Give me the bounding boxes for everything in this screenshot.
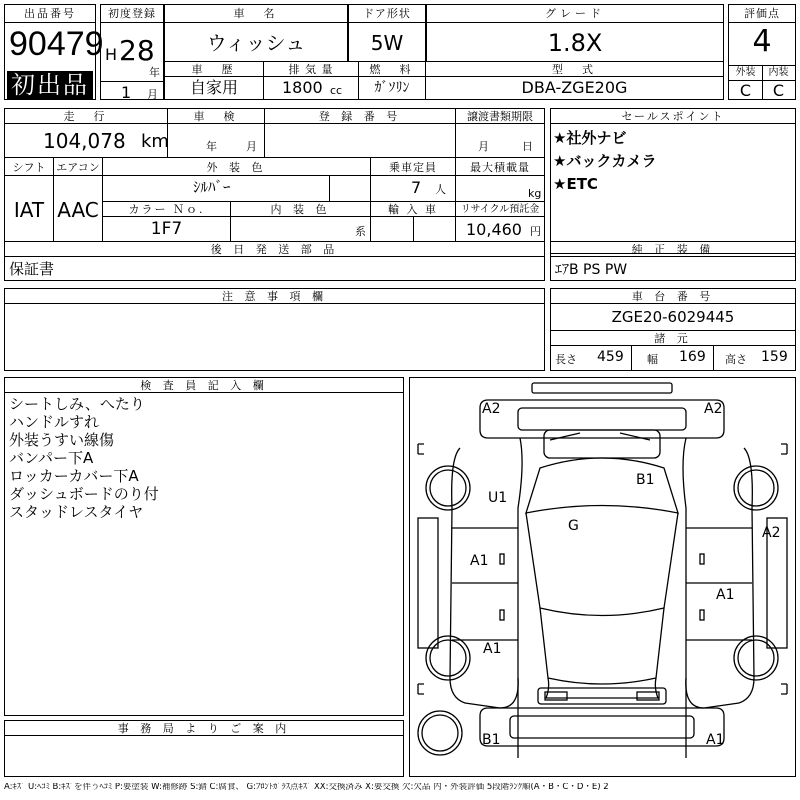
fuel-box xyxy=(358,61,426,100)
color-number-box xyxy=(102,201,231,242)
mileage-box xyxy=(4,108,168,158)
sales-points-header: セールスポイント xyxy=(621,110,725,123)
inspector-note-line: スタッドレスタイヤ xyxy=(9,503,144,521)
displacement-box xyxy=(263,61,359,100)
exterior-score: C xyxy=(739,81,752,100)
notes-header: 注 意 事 項 欄 xyxy=(222,290,327,303)
history-header: 車 歴 xyxy=(191,63,237,76)
sales-point-item: ★ETC xyxy=(553,175,598,193)
length-label: 長さ xyxy=(555,353,577,366)
fuel-value: ｶﾞｿﾘﾝ xyxy=(374,80,410,96)
mileage-header: 走 行 xyxy=(63,110,109,123)
score-box xyxy=(728,4,796,100)
score-value: 4 xyxy=(752,24,772,59)
later-parts-box xyxy=(4,241,545,281)
first-reg-box xyxy=(100,4,164,100)
transfer-box xyxy=(455,108,545,158)
model-box xyxy=(425,61,724,100)
inspector-note-line: ハンドルすれ xyxy=(9,413,100,431)
chassis-value: ZGE20-6029445 xyxy=(611,308,735,326)
max-load-header: 最大積載量 xyxy=(470,161,530,174)
import-box xyxy=(370,201,456,242)
shift-box xyxy=(4,157,54,242)
sales-points-box xyxy=(550,108,796,254)
max-load-box xyxy=(455,157,545,202)
first-reg-year-unit: 年 xyxy=(149,66,160,79)
import-header: 輸 入 車 xyxy=(388,203,438,216)
lot-number-box xyxy=(4,4,104,100)
transfer-header: 譲渡書類期限 xyxy=(467,110,533,123)
dims-header: 諸 元 xyxy=(654,332,692,345)
mileage-unit: km xyxy=(141,131,169,152)
door-header: ドア形状 xyxy=(363,7,411,20)
first-reg-month-unit: 月 xyxy=(147,88,158,101)
height-label: 高さ xyxy=(725,353,747,366)
damage-label-front-right: A2 xyxy=(704,401,723,417)
damage-label-right-side: A2 xyxy=(762,525,781,541)
score-header: 評価点 xyxy=(744,7,780,20)
legend-text: A:ｷｽﾞ U:ﾍｺﾐ B:ｷｽﾞを伴うﾍｺﾐ P:要塗装 W:補修跡 S:錆 C:腐食、 G:ﾌﾛﾝﾄｶﾞﾗｽ点ｷｽﾞ XX:交換済み X:要交換 欠:欠品 内・外装評価 5段階ﾗﾝｸ順(A・B・C・D・E) 2 xyxy=(4,783,609,792)
displacement-unit: cc xyxy=(330,84,343,97)
chassis-header: 車 台 番 号 xyxy=(631,290,715,303)
notes-box xyxy=(4,288,545,371)
height-value: 159 xyxy=(761,349,788,365)
lot-number: 90479 xyxy=(9,25,104,63)
inspector-notes-header: 検 査 員 記 入 欄 xyxy=(140,379,268,392)
damage-label-right-door: A1 xyxy=(716,587,735,603)
office-info-header: 事 務 局 よ り ご 案 内 xyxy=(117,722,291,735)
damage-label-left-rear: A1 xyxy=(483,641,502,657)
car-name-header: 車 名 xyxy=(233,7,279,20)
transfer-month-unit: 月 xyxy=(478,140,489,153)
interior-color-box xyxy=(230,201,371,242)
genuine-equipment-value: ｴｱB PS PW xyxy=(555,262,628,278)
interior-color-header: 内 装 色 xyxy=(270,203,331,216)
damage-label-rear-left: B1 xyxy=(482,732,501,748)
reg-number-header: 登 録 番 号 xyxy=(318,110,402,123)
capacity-box xyxy=(370,157,456,202)
grade-value: 1.8X xyxy=(547,29,603,57)
aircon-value: AAC xyxy=(57,198,99,222)
interior-score-header: 内装 xyxy=(768,67,789,78)
first-listing-badge: 初出品 xyxy=(7,71,93,99)
inspector-note-line: 外装うすい線傷 xyxy=(9,431,115,449)
interior-score: C xyxy=(772,81,785,100)
capacity-header: 乗車定員 xyxy=(389,161,437,174)
history-box xyxy=(164,61,264,100)
grade-box xyxy=(426,4,724,62)
genuine-equipment-box xyxy=(550,241,796,281)
width-value: 169 xyxy=(679,349,706,365)
inspector-note-line: シートしみ、へたり xyxy=(9,395,145,413)
car-outline-diagram xyxy=(410,378,795,776)
damage-label-hood: B1 xyxy=(636,472,655,488)
length-value: 459 xyxy=(597,349,624,365)
exterior-color-value: ｼﾙﾊﾞｰ xyxy=(193,178,231,196)
color-number-header: カラー Ｎｏ. xyxy=(128,203,205,216)
shift-header: シフト xyxy=(12,161,46,174)
chassis-box xyxy=(550,288,796,371)
recycle-header: リサイクル預託金 xyxy=(460,204,540,215)
inspection-header: 車 検 xyxy=(193,110,239,123)
car-diagram-box xyxy=(409,377,796,777)
sales-point-item: ★バックカメラ xyxy=(553,152,657,170)
office-info-box xyxy=(4,720,404,777)
recycle-value: 10,460 xyxy=(466,220,522,239)
capacity-value: 7 xyxy=(411,178,422,197)
later-parts-header: 後 日 発 送 部 品 xyxy=(210,243,339,256)
color-number-value: 1F7 xyxy=(150,219,183,239)
inspection-month-unit: 月 xyxy=(246,140,257,153)
car-name: ウィッシュ xyxy=(206,31,306,55)
recycle-unit: 円 xyxy=(530,225,541,238)
width-label: 幅 xyxy=(647,353,658,366)
damage-label-left-fender: U1 xyxy=(488,490,508,506)
damage-label-front-left: A2 xyxy=(482,401,501,417)
inspection-year-unit: 年 xyxy=(206,140,217,153)
first-reg-era: H xyxy=(105,45,118,64)
max-load-unit: kg xyxy=(528,187,542,200)
sales-point-item: ★社外ナビ xyxy=(553,129,627,147)
recycle-box xyxy=(455,201,545,242)
genuine-equipment-header: 純 正 装 備 xyxy=(631,243,715,256)
aircon-box xyxy=(53,157,103,242)
mileage-value: 104,078 xyxy=(43,129,126,153)
damage-label-left-door: A1 xyxy=(470,553,489,569)
inspector-note-line: ロッカーカバー下A xyxy=(9,467,139,485)
car-name-box xyxy=(164,4,348,62)
door-box xyxy=(348,4,426,62)
door-value: 5W xyxy=(370,31,404,55)
inspector-notes-box xyxy=(4,377,404,716)
exterior-score-header: 外装 xyxy=(735,67,756,78)
displacement-header: 排 気 量 xyxy=(288,63,334,76)
inspector-note-line: ダッシュボードのり付 xyxy=(9,485,159,503)
reg-number-box xyxy=(264,108,456,158)
lot-number-header: 出品番号 xyxy=(24,7,76,20)
capacity-unit: 人 xyxy=(435,183,446,196)
interior-color-suffix: 系 xyxy=(355,225,366,238)
displacement-value: 1800 xyxy=(282,78,323,97)
grade-header: グレード xyxy=(545,7,605,20)
exterior-color-header: 外 装 色 xyxy=(206,161,267,174)
damage-label-windshield: G xyxy=(568,518,579,534)
transfer-day-unit: 日 xyxy=(522,140,533,153)
model-header: 型 式 xyxy=(552,63,597,76)
inspection-box xyxy=(167,108,265,158)
first-reg-month: 1 xyxy=(121,83,132,102)
first-reg-year: 28 xyxy=(119,34,155,67)
fuel-header: 燃 料 xyxy=(369,63,415,76)
aircon-header: エアコン xyxy=(56,161,100,174)
model-value: DBA-ZGE20G xyxy=(521,78,628,97)
later-parts-value: 保証書 xyxy=(9,260,55,278)
history-value: 自家用 xyxy=(189,78,238,97)
first-reg-header: 初度登録 xyxy=(108,7,156,20)
exterior-color-box xyxy=(102,157,371,202)
inspector-note-line: バンパー下A xyxy=(9,449,94,467)
damage-label-rear-right: A1 xyxy=(706,732,725,748)
shift-value: IAT xyxy=(13,198,45,222)
